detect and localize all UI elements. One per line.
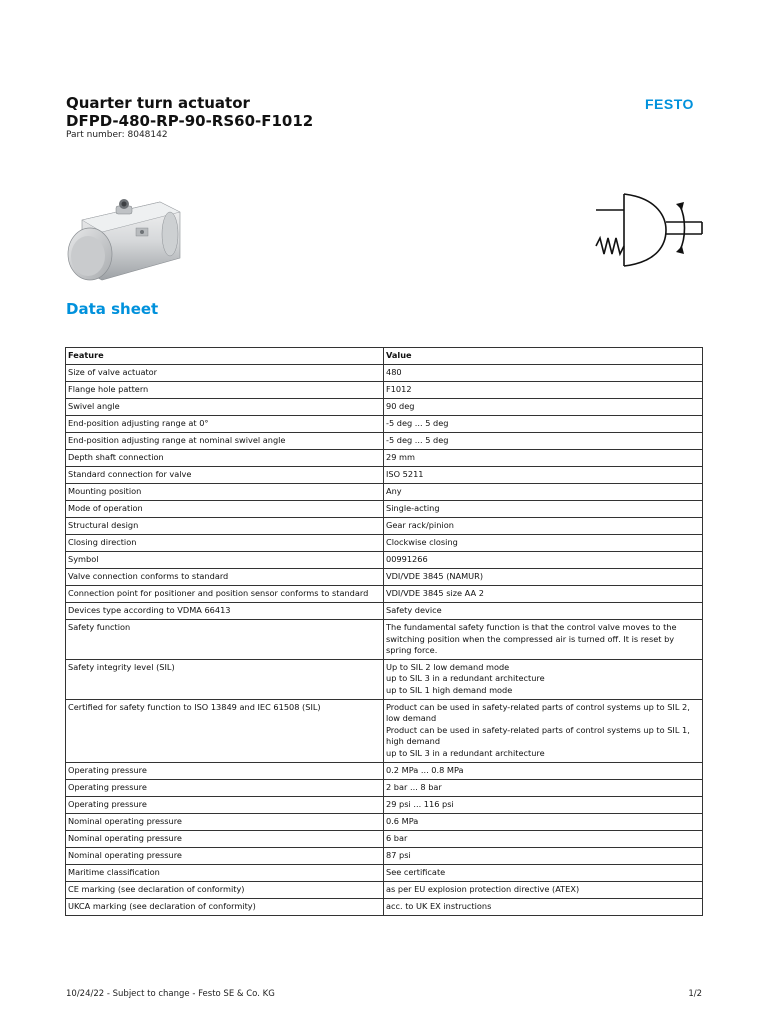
product-photo [62,190,186,290]
table-row [66,433,703,450]
feature-cell: Mounting position [66,484,384,501]
value-cell: ISO 5211 [384,467,703,484]
feature-cell: Structural design [66,518,384,535]
value-cell: Single-acting [384,501,703,518]
value-cell: Up to SIL 2 low demand mode up to SIL 3 in a redundant architecture up to SIL 1 high demand mode [384,659,703,699]
value-cell: Product can be used in safety-related parts of control systems up to SIL 2, low demand Product can be used in safety-related parts of control systems up to SIL 1, high demand up to SIL 3 in a redundant architecture [384,699,703,762]
table-row [66,864,703,881]
page-number: 1/2 [688,989,702,999]
value-cell: as per EU explosion protection directive (ATEX) [384,881,703,898]
table-row [66,382,703,399]
table-row [66,779,703,796]
value-cell: VDI/VDE 3845 size AA 2 [384,586,703,603]
value-cell: -5 deg ... 5 deg [384,433,703,450]
feature-cell: Depth shaft connection [66,450,384,467]
table-row [66,830,703,847]
value-cell: 00991266 [384,552,703,569]
feature-cell: Size of valve actuator [66,365,384,382]
feature-cell: End-position adjusting range at nominal swivel angle [66,433,384,450]
value-cell: Safety device [384,603,703,620]
feature-cell: Mode of operation [66,501,384,518]
feature-cell: Maritime classification [66,864,384,881]
value-cell: 87 psi [384,847,703,864]
feature-cell: Standard connection for valve [66,467,384,484]
value-cell: acc. to UK EX instructions [384,898,703,915]
table-row [66,467,703,484]
feature-cell: Nominal operating pressure [66,847,384,864]
feature-cell: End-position adjusting range at 0° [66,416,384,433]
column-header-value: Value [384,348,703,365]
product-title-line2: DFPD-480-RP-90-RS60-F1012 [66,112,314,130]
table-body [66,365,703,916]
product-title [66,94,313,130]
value-cell: 90 deg [384,399,703,416]
table-header-row [66,348,703,365]
table-row [66,699,703,762]
table-row [66,450,703,467]
table-row [66,796,703,813]
table-row [66,586,703,603]
value-cell: Gear rack/pinion [384,518,703,535]
feature-cell: Valve connection conforms to standard [66,569,384,586]
table-row [66,813,703,830]
table-row [66,399,703,416]
value-cell: Clockwise closing [384,535,703,552]
table-row [66,484,703,501]
feature-cell: Nominal operating pressure [66,830,384,847]
table-row [66,365,703,382]
data-sheet-table [65,347,703,916]
value-cell: 29 psi ... 116 psi [384,796,703,813]
feature-cell: Safety integrity level (SIL) [66,659,384,699]
feature-cell: Connection point for positioner and position sensor conforms to standard [66,586,384,603]
feature-cell: UKCA marking (see declaration of conformity) [66,898,384,915]
value-cell: F1012 [384,382,703,399]
feature-cell: Flange hole pattern [66,382,384,399]
feature-cell: Operating pressure [66,796,384,813]
table-row [66,569,703,586]
feature-cell: Devices type according to VDMA 66413 [66,603,384,620]
product-title-line1: Quarter turn actuator [66,94,250,112]
table-row [66,762,703,779]
table-row [66,659,703,699]
table-row [66,620,703,660]
value-cell: -5 deg ... 5 deg [384,416,703,433]
feature-cell: Nominal operating pressure [66,813,384,830]
feature-cell: Swivel angle [66,399,384,416]
table-row [66,898,703,915]
part-number: Part number: 8048142 [66,130,168,140]
value-cell: 0.2 MPa ... 0.8 MPa [384,762,703,779]
value-cell: VDI/VDE 3845 (NAMUR) [384,569,703,586]
feature-cell: Closing direction [66,535,384,552]
value-cell: See certificate [384,864,703,881]
table-row [66,416,703,433]
value-cell: 29 mm [384,450,703,467]
value-cell: 480 [384,365,703,382]
table-row [66,501,703,518]
table-row [66,847,703,864]
column-header-feature: Feature [66,348,384,365]
feature-cell: Safety function [66,620,384,660]
value-cell: The fundamental safety function is that the control valve moves to the switching position when the compressed air is turned off. It is reset by spring force. [384,620,703,660]
footer-text: 10/24/22 - Subject to change - Festo SE & Co. KG [66,989,275,999]
actuator-symbol [588,188,706,268]
table-row [66,552,703,569]
table-row [66,881,703,898]
festo-logo: FESTO [645,96,694,112]
value-cell: 0.6 MPa [384,813,703,830]
feature-cell: Operating pressure [66,762,384,779]
feature-cell: CE marking (see declaration of conformity) [66,881,384,898]
table-row [66,603,703,620]
table-row [66,535,703,552]
feature-cell: Operating pressure [66,779,384,796]
feature-cell: Certified for safety function to ISO 13849 and IEC 61508 (SIL) [66,699,384,762]
value-cell: 2 bar ... 8 bar [384,779,703,796]
value-cell: 6 bar [384,830,703,847]
feature-cell: Symbol [66,552,384,569]
value-cell: Any [384,484,703,501]
section-heading-data-sheet: Data sheet [66,300,159,318]
table-row [66,518,703,535]
